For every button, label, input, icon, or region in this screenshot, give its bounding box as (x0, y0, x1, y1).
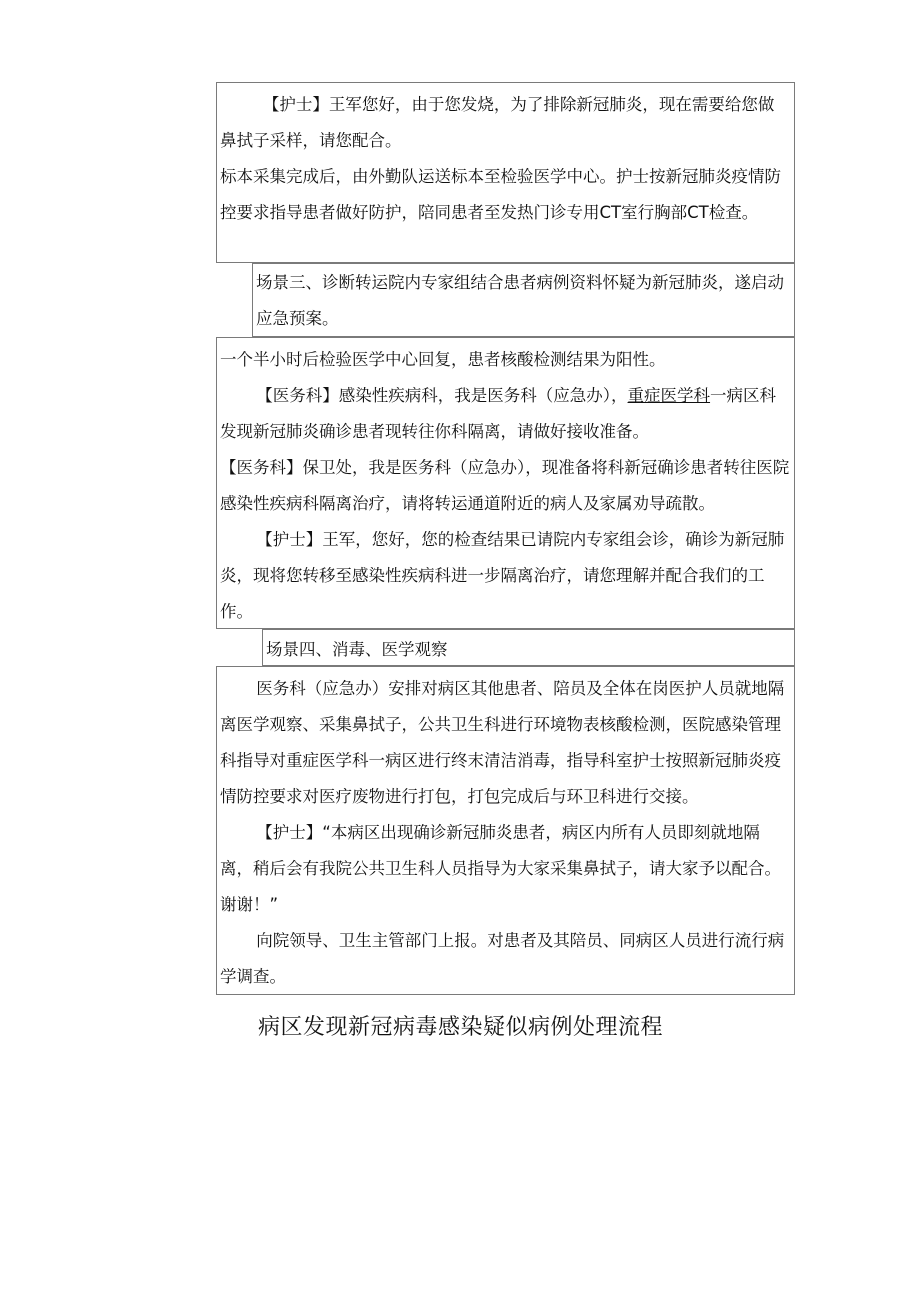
scene-three-heading (252, 263, 795, 337)
report-investigation-paragraph: 向院领导、卫生主管部门上报。对患者及其陪员、同病区人员进行流行病学调查。 (220, 931, 785, 986)
medical-affairs-call-security: 【医务科】保卫处，我是医务科（应急办），现准备将科新冠确诊患者转往医院感染性疾病科隔离治疗，请将转运通道附近的病人及家属劝导疏散。 (220, 458, 790, 513)
test-result-paragraph: 一个半小时后检验医学中心回复，患者核酸检测结果为阳性。 (220, 350, 666, 369)
diagnosis-transfer-block (216, 337, 795, 629)
process-title: 病区发现新冠病毒感染疑似病例处理流程 (258, 1015, 664, 1040)
disinfection-observation-block (216, 666, 795, 995)
sample-transport-paragraph: 标本采集完成后，由外勤队运送标本至检验医学中心。护士按新冠肺炎疫情防控要求指导患者做好防护，陪同患者至发热门诊专用CT室行胸部CT检查。 (220, 167, 781, 222)
medical-affairs-call-infection-dept (220, 378, 790, 450)
scene-three-text: 场景三、诊断转运院内专家组结合患者病例资料怀疑为新冠肺炎，遂启动应急预案。 (256, 273, 784, 328)
nurse-announcement-paragraph: 【护士】“本病区出现确诊新冠肺炎患者，病区内所有人员即刻就地隔离，稍后会有我院公共卫生科人员指导为大家采集鼻拭子，请大家予以配合。谢谢！” (220, 823, 781, 914)
scene-four-text: 场景四、消毒、医学观察 (266, 640, 448, 659)
medical-affairs-call-suffix: 一病区科发现新冠肺炎确诊患者现转往你科隔离，请做好接收准备。 (220, 386, 777, 441)
nurse-sampling-dialogue: 【护士】王军您好，由于您发烧，为了排除新冠肺炎，现在需要给您做鼻拭子采样，请您配合。 (220, 95, 775, 150)
icu-underlined-text: 重症医学科 (627, 386, 711, 405)
quarantine-arrangement-paragraph: 医务科（应急办）安排对病区其他患者、陪员及全体在岗医护人员就地隔离医学观察、采集鼻拭子，公共卫生科进行环境物表核酸检测，医院感染管理科指导对重症医学科一病区进行终末清洁消毒，指导科室护士按照新冠肺炎疫情防控要求对医疗废物进行打包，打包完成后与环卫科进行交接。 (220, 679, 785, 806)
nurse-diagnosis-dialogue: 【护士】王军，您好，您的检查结果已请院内专家组会诊，确诊为新冠肺炎，现将您转移至感染性疾病科进一步隔离治疗，请您理解并配合我们的工作。 (220, 530, 785, 621)
medical-affairs-call-prefix: 【医务科】感染性疾病科，我是医务科（应急办）， (256, 386, 628, 405)
nurse-sampling-block (216, 82, 795, 263)
scene-four-heading (262, 629, 795, 666)
